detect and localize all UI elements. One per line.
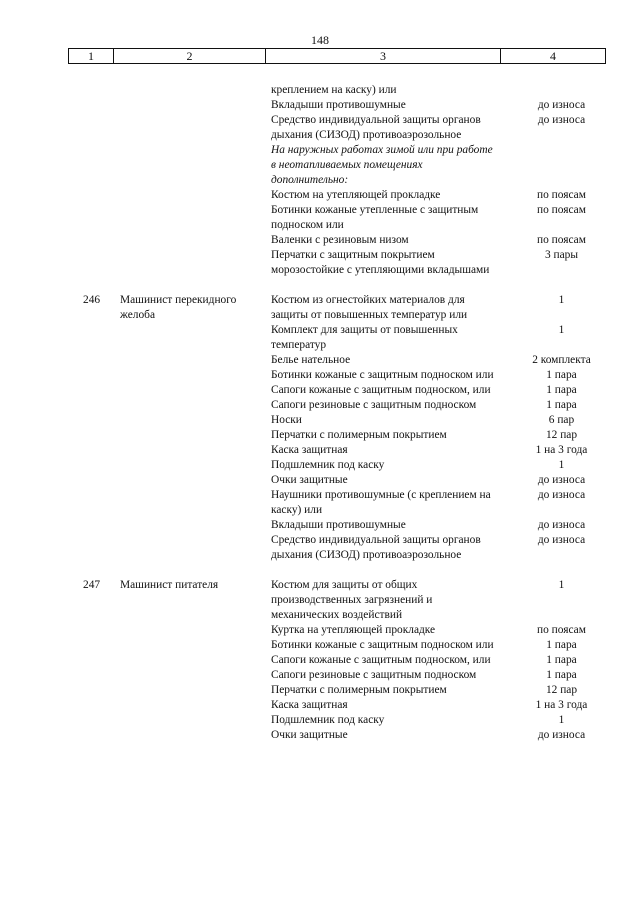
ppe-item-name: Сапоги резиновые с защитным подноском [271,399,477,411]
ppe-item-name: Очки защитные [271,474,348,486]
ppe-item-name: Сапоги кожаные с защитным подноском, или [271,654,491,666]
ppe-list [271,293,636,563]
ppe-item-name: Вкладыши противошумные [271,519,406,531]
ppe-item-quantity: 1 пара [546,669,577,681]
ppe-item-name: Костюм из огнестойких материалов для защиты от повышенных температур или [271,294,468,321]
ppe-list [271,578,636,743]
column-header-2: 2 [114,49,266,64]
ppe-item-row [271,713,636,728]
ppe-item-row [271,233,636,248]
profession-name: Машинист питателя [120,579,219,591]
ppe-item-quantity: 12 пар [545,684,578,696]
ppe-item-quantity: по поясам [537,624,586,636]
column-header-3: 3 [266,49,501,64]
column-header-1: 1 [69,49,114,64]
ppe-item-name: Перчатки с полимерным покрытием [271,429,447,441]
ppe-item-quantity: 1 [558,714,565,726]
ppe-item-row [271,428,636,443]
column-header-table [68,48,606,64]
ppe-item-quantity: 12 пар [545,429,578,441]
ppe-item-name: Вкладыши противошумные [271,99,406,111]
ppe-item-row [271,413,636,428]
ppe-item-name: Костюм на утепляющей прокладке [271,189,441,201]
ppe-item-quantity: 6 пар [548,414,575,426]
ppe-item-name: Наушники противошумные (с креплением на каску) или [271,489,491,516]
ppe-item-quantity [499,83,624,98]
ppe-item-quantity: 1 [558,294,565,306]
ppe-item-name: Носки [271,414,302,426]
ppe-item-row [271,383,636,398]
profession-block [0,293,640,563]
ppe-item-name: Ботинки кожаные утепленные с защитным подноском или [271,204,479,231]
ppe-item-quantity: 3 пары [544,249,579,261]
ppe-item-name: Валенки с резиновым низом [271,234,409,246]
ppe-item-row [271,728,636,743]
ppe-item-name: Ботинки кожаные с защитным подноском или [271,369,494,381]
ppe-item-quantity: по поясам [537,189,586,201]
ppe-item-row [271,98,636,113]
ppe-item-quantity: 1 пара [546,639,577,651]
ppe-list [271,83,636,278]
ppe-item-row [271,533,636,563]
ppe-item-quantity: до износа [537,519,586,531]
profession-name: Машинист перекидного желоба [120,294,237,321]
ppe-item-quantity: 1 пара [546,369,577,381]
ppe-item-row [271,623,636,638]
ppe-item-quantity: по поясам [537,204,586,216]
ppe-item-quantity: 1 [558,324,565,336]
ppe-item-row [271,473,636,488]
ppe-item-row [271,398,636,413]
ppe-item-row [271,578,636,623]
ppe-item-quantity: до износа [537,114,586,126]
ppe-item-name: Куртка на утепляющей прокладке [271,624,436,636]
ppe-item-quantity: по поясам [537,234,586,246]
ppe-item-quantity: 1 пара [546,399,577,411]
ppe-item-row [271,698,636,713]
ppe-item-row [271,683,636,698]
ppe-item-name: Ботинки кожаные с защитным подноском или [271,639,494,651]
ppe-item-row [271,653,636,668]
ppe-item-row [271,668,636,683]
profession-block [0,578,640,743]
ppe-item-name: Перчатки с защитным покрытием морозостойкие с утепляющими вкладышами [271,249,490,276]
ppe-item-name: Средство индивидуальной защиты органов дыхания (СИЗОД) противоаэрозольное [271,114,481,141]
ppe-item-row [271,353,636,368]
row-number: 247 [83,579,101,591]
ppe-item-name: Костюм для защиты от общих производственных загрязнений и механических воздействий [271,579,433,621]
ppe-item-row [271,488,636,518]
ppe-item-quantity: 1 [558,459,565,471]
ppe-item-quantity: до износа [537,99,586,111]
ppe-item-name: Подшлемник под каску [271,459,385,471]
ppe-item-quantity [499,143,624,188]
ppe-item-name: креплением на каску) или [271,84,397,96]
ppe-item-row [271,143,636,188]
ppe-item-row [271,203,636,233]
ppe-item-quantity: 1 пара [546,384,577,396]
ppe-item-row [271,248,636,278]
ppe-item-quantity: 2 комплекта [532,354,591,366]
ppe-item-quantity: 1 на 3 года [535,444,588,456]
ppe-item-quantity: до износа [537,489,586,501]
ppe-item-row [271,368,636,383]
ppe-item-quantity: до износа [537,474,586,486]
ppe-item-quantity: 1 на 3 года [535,699,588,711]
page-number: 148 [311,33,329,47]
row-number: 246 [83,294,101,306]
ppe-item-row [271,518,636,533]
ppe-item-name: Белье нательное [271,354,351,366]
ppe-item-name: Перчатки с полимерным покрытием [271,684,447,696]
ppe-item-row [271,443,636,458]
ppe-item-row [271,458,636,473]
ppe-item-name: Сапоги резиновые с защитным подноском [271,669,477,681]
ppe-item-name: Сапоги кожаные с защитным подноском, или [271,384,491,396]
ppe-item-row [271,293,636,323]
ppe-item-row [271,323,636,353]
ppe-item-quantity: до износа [537,729,586,741]
ppe-item-name: Каска защитная [271,699,348,711]
ppe-item-quantity: до износа [537,534,586,546]
ppe-item-row [271,83,636,98]
column-header-4: 4 [501,49,606,64]
ppe-item-row [271,638,636,653]
ppe-item-quantity: 1 пара [546,654,577,666]
block-gap [0,563,640,578]
ppe-item-name: Подшлемник под каску [271,714,385,726]
ppe-item-name: Очки защитные [271,729,348,741]
ppe-item-name: Средство индивидуальной защиты органов дыхания (СИЗОД) противоаэрозольное [271,534,481,561]
block-gap [0,278,640,293]
column-header-row [69,49,606,64]
ppe-item-row [271,113,636,143]
norms-table-body [0,83,640,743]
profession-block [0,83,640,278]
ppe-item-quantity: 1 [558,579,565,591]
ppe-item-name: Комплект для защиты от повышенных температур [271,324,458,351]
condition-note: На наружных работах зимой или при работе в неотапливаемых помещениях дополнительно: [271,144,493,186]
ppe-item-name: Каска защитная [271,444,348,456]
ppe-item-row [271,188,636,203]
